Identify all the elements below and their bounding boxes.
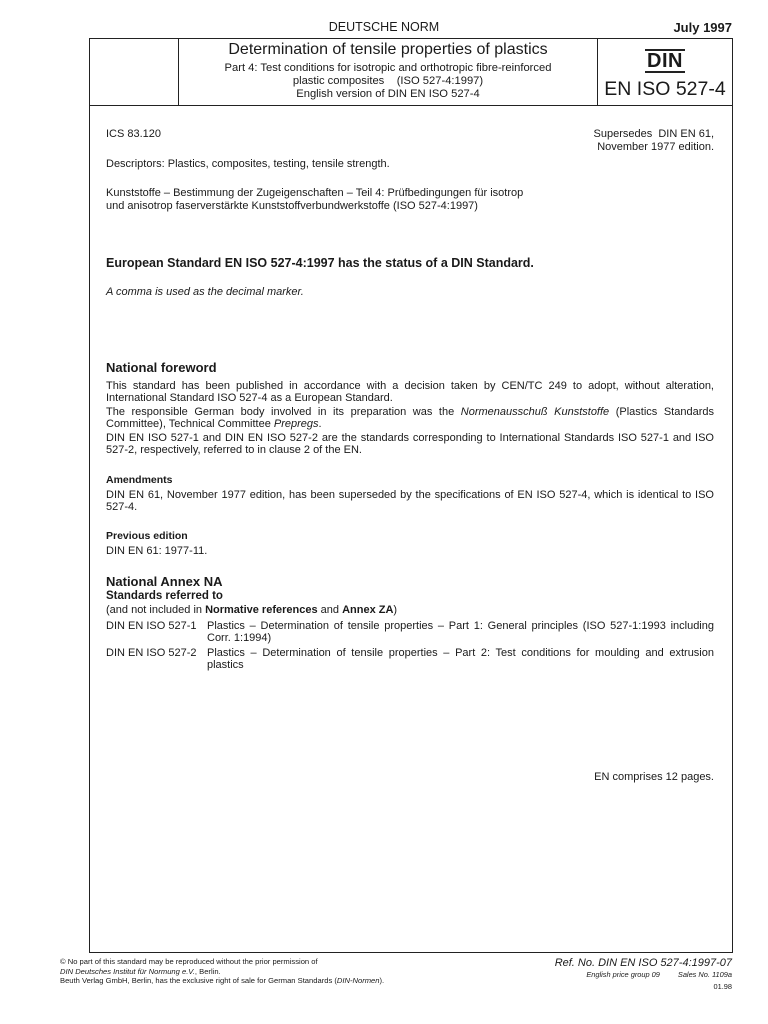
annex-note-mid: and [317, 604, 343, 616]
annex-heading: National Annex NA [106, 574, 223, 589]
annex-note-annex-za: Annex ZA [342, 604, 394, 616]
copyright-line-1 [60, 957, 384, 967]
copyright-line-3-end: ). [379, 976, 385, 985]
copyright-line-3 [60, 976, 384, 986]
copyright-symbol: © [60, 957, 66, 966]
standard-number: EN ISO 527-4 [604, 78, 726, 100]
german-title-line-2: und anisotrop faserverstärkte Kunststoffverbundwerkstoffe (ISO 527-4:1997) [106, 199, 478, 212]
pages-note: EN comprises 12 pages. [594, 771, 714, 783]
ics-code: ICS 83.120 [106, 128, 162, 140]
copyright-line-3-text: Beuth Verlag GmbH, Berlin, has the exclusive right of sale for German Standards ( [60, 976, 337, 985]
supersedes-line-2: November 1977 edition. [597, 140, 714, 153]
foreword-paragraph-3: DIN EN ISO 527-1 and DIN EN ISO 527-2 are the standards corresponding to International Standards ISO 527-1 and ISO 527-2, respectively, referred to in clause 2 of the EN. [106, 432, 714, 456]
document-title: Determination of tensile properties of plastics [228, 41, 548, 58]
price-group: English price group 09 [586, 970, 660, 979]
foreword-p2-end: . [318, 418, 322, 430]
german-title [106, 187, 706, 212]
header-left-cell [89, 38, 179, 105]
price-info [586, 970, 732, 979]
document-subtitle [182, 62, 594, 101]
decimal-marker-note: A comma is used as the decimal marker. [106, 286, 304, 298]
previous-edition-text: DIN EN 61: 1977-11. [106, 545, 208, 557]
header-divider [89, 105, 733, 106]
copyright-line-1-text: No part of this standard may be reproduced without the prior permission of [65, 957, 318, 966]
footer-divider [89, 952, 733, 953]
reference-title: Plastics – Determination of tensile properties – Part 1: General principles (ISO 527-1:1993 including Corr. 1:1994) [207, 620, 714, 644]
previous-edition-heading: Previous edition [106, 530, 188, 542]
subtitle-line-1: Part 4: Test conditions for isotropic and orthotropic fibre-reinforced [224, 62, 552, 74]
annex-note-a: (and not included in [106, 604, 206, 616]
copyright-din: DIN Deutsches Institut für Normung e.V. [60, 966, 195, 976]
amendments-heading: Amendments [106, 474, 173, 486]
reference-row [106, 648, 714, 672]
supersedes-line-1: Supersedes DIN EN 61, [593, 128, 714, 140]
amendments-text: DIN EN 61, November 1977 edition, has been superseded by the specifications of EN ISO 527-4, which is identical to ISO 527-4. [106, 489, 714, 513]
copyright-notice [60, 957, 384, 986]
reference-code: DIN EN ISO 527-1 [106, 620, 197, 632]
foreword-paragraph-2 [106, 406, 714, 430]
reference-code: DIN EN ISO 527-2 [106, 647, 197, 659]
publication-date: July 1997 [673, 20, 732, 35]
norm-label: DEUTSCHE NORM [328, 20, 440, 34]
reference-title: Plastics – Determination of tensile properties – Part 2: Test conditions for moulding and extrusion plastics [207, 647, 714, 671]
foreword-p2-text-b: (Plastics Standards Committee), Technical Committee [106, 406, 714, 430]
german-title-line-1: Kunststoffe – Bestimmung der Zugeigenschaften – Teil 4: Prüfbedingungen für isotrop [106, 187, 524, 199]
subtitle-line-3: English version of DIN EN ISO 527-4 [296, 88, 480, 100]
copyright-line-2 [60, 967, 384, 977]
din-logo [613, 49, 717, 73]
reference-row [106, 621, 714, 645]
european-standard-status: European Standard EN ISO 527-4:1997 has the status of a DIN Standard. [106, 256, 534, 270]
foreword-p2-tc: Prepregs [273, 418, 319, 430]
din-logo-text: DIN [647, 50, 683, 72]
annex-note-end: ) [393, 604, 398, 616]
sales-number: Sales No. 1109a [677, 970, 732, 979]
copyright-line-2-end: , Berlin. [194, 966, 221, 976]
annex-note-normative: Normative references [205, 604, 318, 616]
foreword-paragraph-1: This standard has been published in accordance with a decision taken by CEN/TC 249 to adopt, without alteration, International Standard ISO 527-4 as a European Standard. [106, 380, 714, 404]
foreword-p2-committee: Normenausschuß Kunststoffe [460, 406, 610, 418]
national-foreword-heading: National foreword [106, 360, 217, 375]
descriptors: Descriptors: Plastics, composites, testing, tensile strength. [106, 158, 390, 170]
reference-number: Ref. No. DIN EN ISO 527-4:1997-07 [554, 957, 732, 969]
edition-code: 01.98 [713, 982, 732, 991]
annex-note [106, 604, 397, 617]
copyright-din-normen: DIN-Normen [336, 976, 380, 985]
standards-referred-heading: Standards referred to [106, 590, 223, 602]
supersedes-note [560, 128, 714, 153]
foreword-p2-text-a: The responsible German body involved in its preparation was the [106, 406, 461, 418]
subtitle-line-2: plastic composites (ISO 527-4:1997) [292, 75, 484, 87]
